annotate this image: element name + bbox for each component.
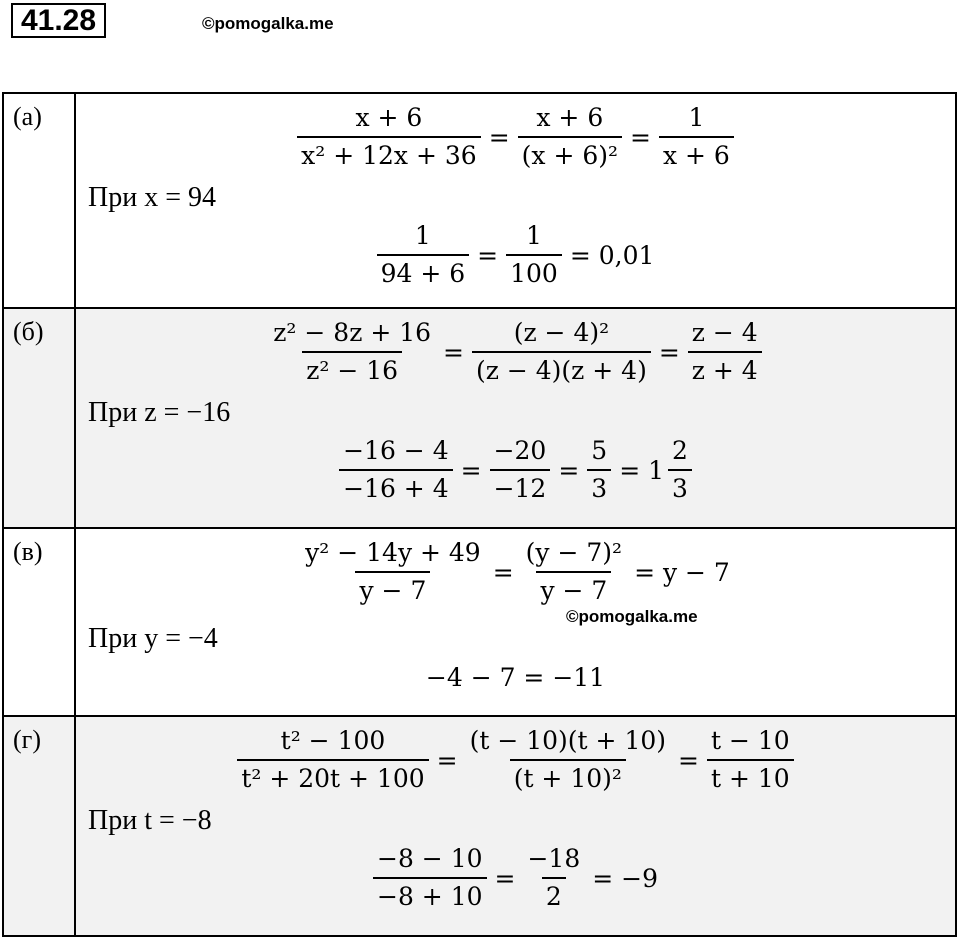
simplification-equation: $\frac{\text{t² − 100}}{\text{t² + 20t + 100}}$ = $\frac{(t - 10)(t + 10)}{\text{(t + 10)²}}$ = $\frac{t - 10}{t + 10}$ — [82, 723, 949, 797]
fraction: $\frac{z - 4}{z + 4}$ — [688, 315, 762, 389]
solution-row-a — [3, 93, 956, 308]
substitution-line: При y = −4 — [88, 623, 218, 654]
fraction: $\frac{x + 6}{\text{(x + 6)²}}$ — [518, 100, 622, 174]
row-label: (в) — [3, 528, 75, 716]
fraction: $\frac{2}{3}$ — [668, 433, 692, 507]
evaluation-equation: −4 − 7 = −11 — [425, 663, 606, 692]
fraction: $\frac{-16 - 4}{-16 + 4}$ — [339, 433, 453, 507]
evaluation-equation: $\frac{-16 - 4}{-16 + 4}$ = $\frac{-20}{-12}$ = $\frac{5}{3}$ = 1 $\frac{2}{3}$ — [82, 433, 949, 507]
solution-row-b — [3, 308, 956, 528]
fraction: $\frac{x + 6}{\text{x² + 12x + 36}}$ — [297, 100, 481, 174]
solution-row-c — [3, 528, 956, 716]
fraction: $\frac{\text{z² − 8z + 16}}{\text{z² − 16}}$ — [269, 315, 435, 389]
row-label: (г) — [3, 716, 75, 936]
substitution-line: При t = −8 — [88, 805, 212, 836]
fraction: $\frac{5}{3}$ — [587, 433, 611, 507]
solution-row-d — [3, 716, 956, 936]
fraction: $\frac{t - 10}{t + 10}$ — [707, 723, 794, 797]
fraction: $\frac{(t - 10)(t + 10)}{\text{(t + 10)²}}$ — [466, 723, 670, 797]
simplification-equation: $\frac{\text{y² − 14y + 49}}{y - 7}$ = $\frac{\text{(y − 7)²}}{y - 7}$ = y − 7 — [82, 535, 949, 609]
watermark-top: ©pomogalka.me — [202, 14, 334, 33]
fraction: $\frac{1}{100}$ — [506, 218, 562, 292]
evaluation-equation: $\frac{-8 - 10}{-8 + 10}$ = $\frac{-18}{2}$ = −9 — [82, 841, 949, 915]
row-label: (б) — [3, 308, 75, 528]
row-body — [75, 93, 956, 308]
mixed-number: = 1 $\frac{2}{3}$ — [615, 433, 696, 507]
row-body — [75, 528, 956, 716]
simplification-equation: $\frac{x + 6}{\text{x² + 12x + 36}}$ = $\frac{x + 6}{\text{(x + 6)²}}$ = $\frac{1}{x + 6}$ — [82, 100, 949, 174]
simplification-equation: $\frac{\text{z² − 8z + 16}}{\text{z² − 16}}$ = $\frac{\text{(z − 4)²}}{(z - 4)(z + 4)}$ = $\frac{z - 4}{z + 4}$ — [82, 315, 949, 389]
fraction: $\frac{\text{(y − 7)²}}{y - 7}$ — [522, 535, 626, 609]
result: = 0,01 — [569, 240, 655, 270]
substitution-line: При z = −16 — [88, 397, 231, 428]
solution-table — [2, 92, 957, 937]
row-body — [75, 716, 956, 936]
fraction: $\frac{-20}{-12}$ — [490, 433, 551, 507]
fraction: $\frac{-18}{2}$ — [523, 841, 584, 915]
result: = y − 7 — [634, 557, 730, 587]
fraction: $\frac{-8 - 10}{-8 + 10}$ — [373, 841, 487, 915]
result: = −9 — [592, 863, 658, 893]
problem-number: 41.28 — [11, 3, 106, 38]
watermark-inline: ©pomogalka.me — [566, 607, 698, 626]
fraction: $\frac{\text{t² − 100}}{\text{t² + 20t + 100}}$ — [237, 723, 428, 797]
fraction: $\frac{\text{(z − 4)²}}{(z - 4)(z + 4)}$ — [472, 315, 651, 389]
fraction: $\frac{1}{94 + 6}$ — [377, 218, 470, 292]
evaluation-equation: $\frac{1}{94 + 6}$ = $\frac{1}{100}$ = 0,01 — [82, 218, 949, 292]
substitution-line: При x = 94 — [88, 182, 216, 213]
row-label: (а) — [3, 93, 75, 308]
fraction: $\frac{1}{x + 6}$ — [659, 100, 734, 174]
fraction: $\frac{\text{y² − 14y + 49}}{y - 7}$ — [301, 535, 485, 609]
row-body — [75, 308, 956, 528]
